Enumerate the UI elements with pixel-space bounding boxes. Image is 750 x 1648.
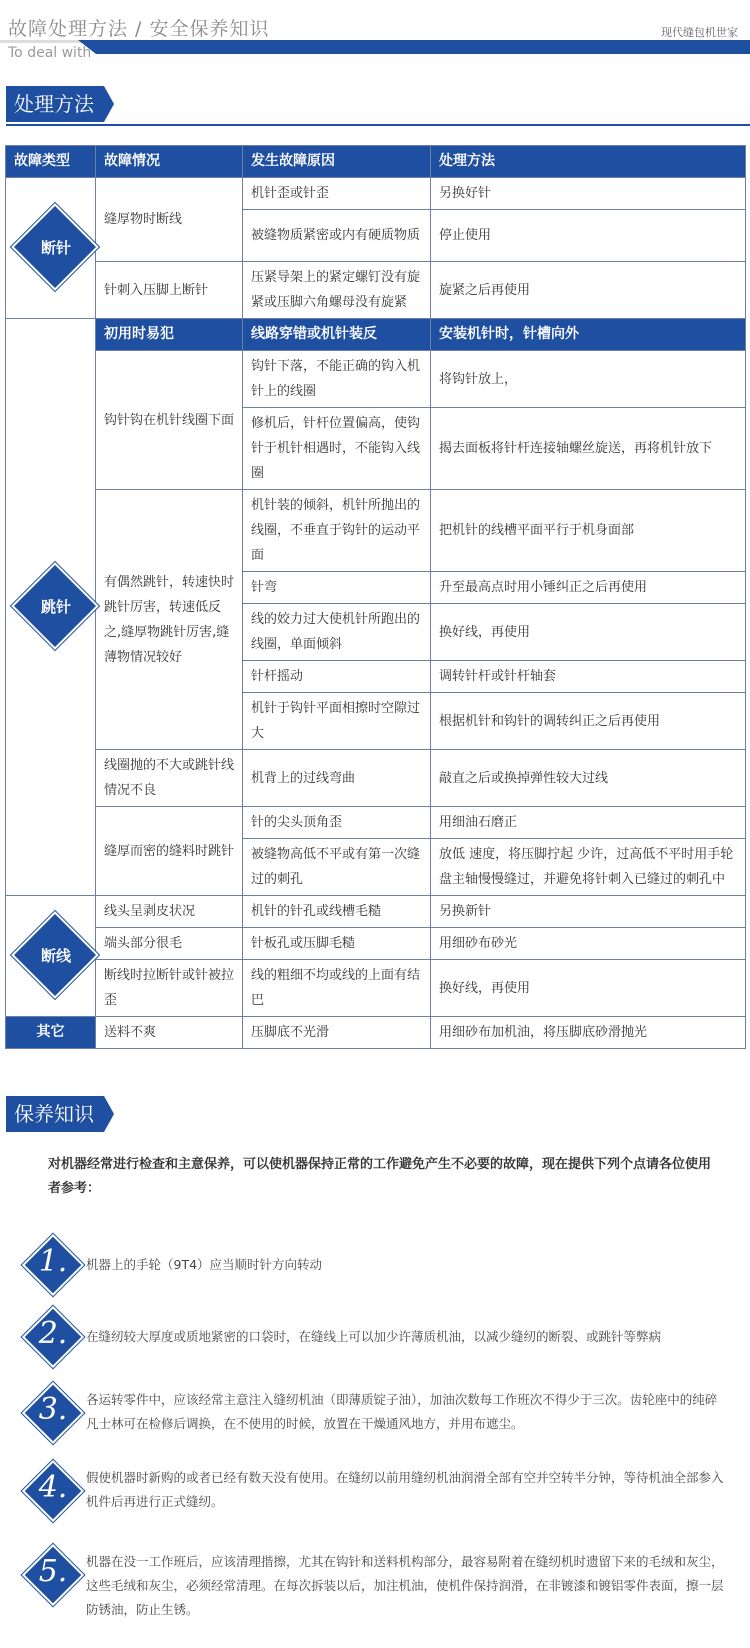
tip-number: 4.	[38, 1470, 68, 1505]
situation-cell: 送料不爽	[96, 1017, 243, 1049]
table-header-row	[6, 146, 746, 178]
col-header-situation: 故障情况	[96, 146, 243, 178]
table-row	[6, 807, 746, 839]
cause-cell: 被缝物质紧密或内有硬质物质	[243, 210, 431, 262]
tip-number: 2.	[38, 1316, 68, 1351]
cause-cell: 修机后，针杆位置偏高，使钩针于机针相遇时，不能钩入线圈	[243, 408, 431, 490]
tip-number: 5.	[38, 1554, 68, 1589]
cause-cell: 线的粗细不均或线的上面有结巴	[243, 960, 431, 1017]
cause-cell: 线的姣力过大使机针所跑出的线圈，单面倾斜	[243, 604, 431, 661]
situation-cell: 缝厚而密的缝料时跳针	[96, 807, 243, 896]
col-header-type: 故障类型	[6, 146, 96, 178]
section-heading-solutions	[6, 86, 104, 122]
header-title: 故障处理方法 / 安全保养知识	[8, 18, 270, 40]
solution-cell: 旋紧之后再使用	[431, 262, 746, 319]
col-header-solution: 处理方法	[431, 146, 746, 178]
tip-text: 机器上的手轮（9T4）应当顺时针方向转动	[86, 1257, 323, 1272]
solution-cell: 停止使用	[431, 210, 746, 262]
table-sub-header-row	[6, 319, 746, 351]
solution-cell: 换好线，再使用	[431, 604, 746, 661]
cause-cell: 针杆摇动	[243, 661, 431, 693]
tip-number: 1.	[38, 1244, 68, 1279]
solution-cell: 放低 速度，将压脚拧起 少许，过高低不平时用手轮盘主轴慢慢缝过，并避免将针刺入已缝过的刺孔中	[431, 839, 746, 896]
table-row	[6, 750, 746, 807]
fault-table	[5, 145, 746, 1049]
cause-cell: 针板孔或压脚毛糙	[243, 928, 431, 960]
solution-cell: 另换好针	[431, 178, 746, 210]
tip-text: 在缝纫较大厚度或质地紧密的口袋时，在缝线上可以加少许薄质机油，以减少缝纫的断裂、或跳针等弊病	[86, 1329, 662, 1344]
section-title: 处理方法	[6, 86, 104, 122]
solution-cell: 根据机针和钩针的调转纠正之后再使用	[431, 693, 746, 750]
cause-cell: 机针的针孔或线槽毛糙	[243, 896, 431, 928]
table-row	[6, 928, 746, 960]
fault-type-other: 其它	[6, 1017, 96, 1049]
table-row	[6, 351, 746, 408]
cause-cell: 压脚底不光滑	[243, 1017, 431, 1049]
table-row	[6, 1017, 746, 1049]
col-header-cause: 发生故障原因	[243, 146, 431, 178]
brand-name: 现代缝包机世家	[661, 26, 738, 39]
situation-cell: 缝厚物时断线	[96, 178, 243, 262]
fault-type-broken-needle: 断针	[6, 178, 96, 319]
solution-cell: 另换新针	[431, 896, 746, 928]
sub-header-solution: 安装机针时，针槽向外	[431, 319, 746, 351]
cause-cell: 针的尖头顶角歪	[243, 807, 431, 839]
situation-cell: 线圈抛的不大或跳针线情况不良	[96, 750, 243, 807]
situation-cell: 有偶然跳针，转速快时跳针厉害，转速低反之,缝厚物跳针厉害,缝薄物情况较好	[96, 490, 243, 750]
table-row	[6, 960, 746, 1017]
solution-cell: 敲直之后或换掉弹性较大过线	[431, 750, 746, 807]
table-row	[6, 262, 746, 319]
cause-cell: 钩针下落，不能正确的钩入机针上的线圈	[243, 351, 431, 408]
cause-cell: 压紧导架上的紧定螺钉没有旋紧或压脚六角螺母没有旋紧	[243, 262, 431, 319]
solution-cell: 把机针的线槽平面平行于机身面部	[431, 490, 746, 572]
solution-cell: 用细砂布砂光	[431, 928, 746, 960]
fault-type-skip-stitch: 跳针	[6, 319, 96, 896]
situation-cell: 线头呈剥皮状况	[96, 896, 243, 928]
table-row	[6, 896, 746, 928]
situation-cell: 钩针钩在机针线圈下面	[96, 351, 243, 490]
solution-cell: 揭去面板将针杆连接轴螺丝旋送，再将机针放下	[431, 408, 746, 490]
table-row	[6, 490, 746, 572]
tip-number: 3.	[38, 1392, 68, 1427]
sub-header-situation: 初用时易犯	[96, 319, 243, 351]
maintenance-intro: 对机器经常进行检查和主意保养，可以使机器保持正常的工作避免产生不必要的故障，现在提供下列个点请各位使用者参考：	[48, 1157, 712, 1196]
header-blue-bar	[78, 40, 750, 54]
cause-cell: 机针歪或针歪	[243, 178, 431, 210]
solution-cell: 升至最高点时用小锤纠正之后再使用	[431, 572, 746, 604]
cause-cell: 针弯	[243, 572, 431, 604]
page-header	[0, 0, 750, 62]
solution-cell: 调转针杆或针杆轴套	[431, 661, 746, 693]
situation-cell: 断线时拉断针或针被拉歪	[96, 960, 243, 1017]
situation-cell: 端头部分很毛	[96, 928, 243, 960]
sub-header-cause: 线路穿错或机针装反	[243, 319, 431, 351]
section-title: 保养知识	[6, 1096, 104, 1132]
solution-cell: 将钩针放上，	[431, 351, 746, 408]
cause-cell: 机背上的过线弯曲	[243, 750, 431, 807]
tip-text: 假使机器时新购的或者已经有数天没有使用。在缝纫以前用缝纫机油润滑全部有空并空转半分钟，等待机油全部参入机件后再进行正式缝纫。	[86, 1470, 724, 1509]
situation-cell: 针刺入压脚上断针	[96, 262, 243, 319]
tip-text: 机器在没一工作班后，应该清理揩擦，尤其在钩针和送料机构部分，最容易附着在缝纫机时遗留下来的毛绒和灰尘，这些毛绒和灰尘，必须经常清理。在每次拆装以后，加注机油，使机件保持润滑，在非镀漆和镀铝零件表面，擦一层防锈油，防止生锈。	[86, 1554, 724, 1617]
table-row	[6, 178, 746, 210]
section-rule	[6, 124, 750, 126]
tip-text: 各运转零件中，应该经常主意注入缝纫机油（即薄质锭子油），加油次数每工作班次不得少于三次。齿轮座中的纯碎凡士林可在检修后调换，在不使用的时候，放置在干燥通风地方，并用布遮尘。	[86, 1392, 718, 1431]
header-subtitle-en: To deal with	[8, 45, 92, 61]
cause-cell: 被缝物高低不平或有第一次缝过的刺孔	[243, 839, 431, 896]
cause-cell: 机针装的倾斜，机针所抛出的线圈，不垂直于钩针的运动平面	[243, 490, 431, 572]
solution-cell: 用细油石磨正	[431, 807, 746, 839]
section-heading-maintenance	[6, 1096, 104, 1132]
solution-cell: 换好线，再使用	[431, 960, 746, 1017]
solution-cell: 用细砂布加机油，将压脚底砂滑抛光	[431, 1017, 746, 1049]
cause-cell: 机针于钩针平面相擦时空隙过大	[243, 693, 431, 750]
fault-type-thread-break: 断线	[6, 896, 96, 1017]
